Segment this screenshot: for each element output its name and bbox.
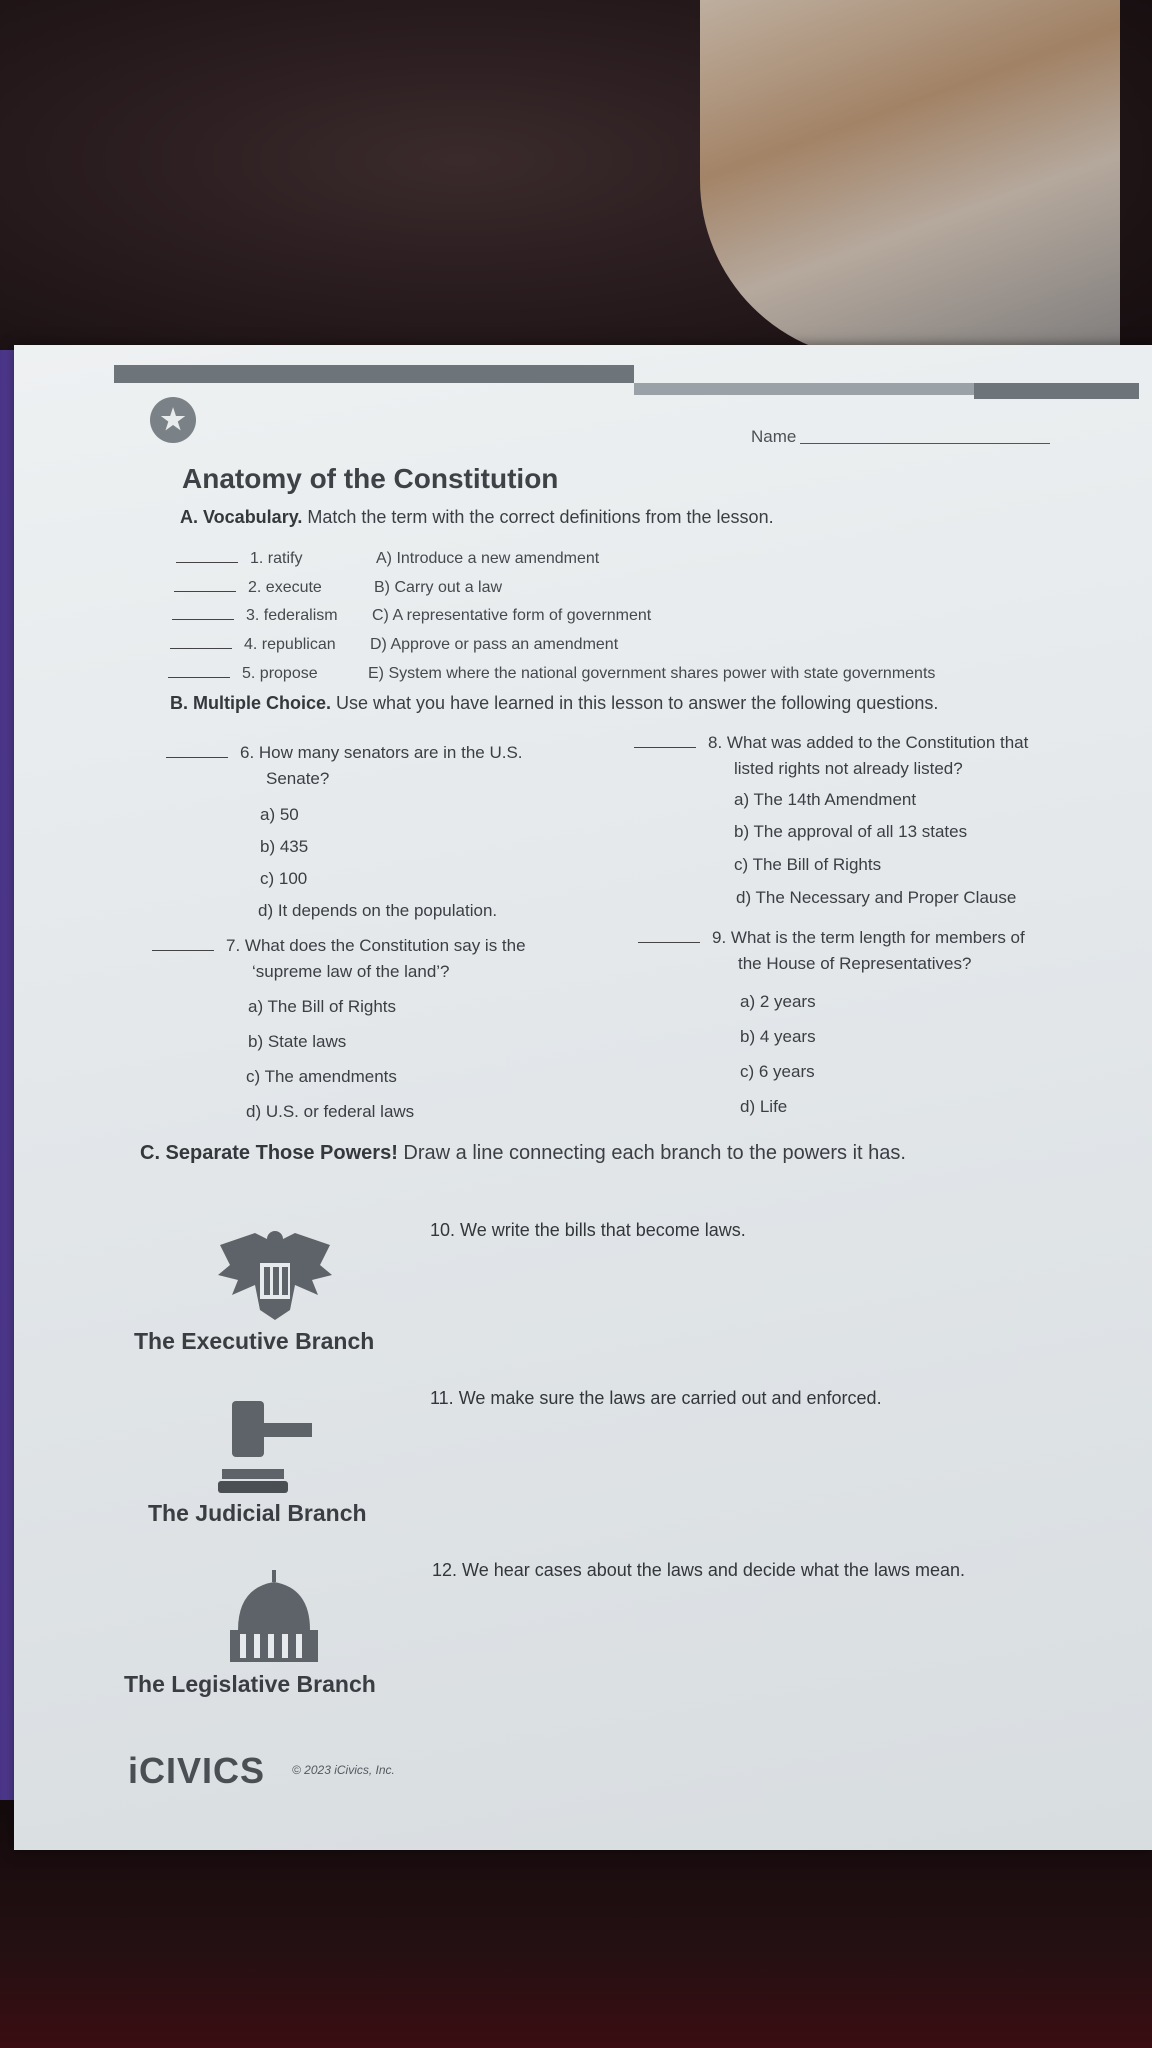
vocab-term: 5. propose: [242, 665, 318, 682]
question-text-cont: the House of Representatives?: [738, 954, 972, 973]
name-label: Name: [751, 427, 797, 446]
answer-blank[interactable]: [176, 562, 238, 563]
answer-option: c) The Bill of Rights: [734, 855, 882, 874]
question-text: 7. What does the Constitution say is the: [226, 936, 526, 955]
vocab-term: 2. execute: [248, 579, 322, 596]
answer-blank[interactable]: [174, 591, 236, 592]
answer-option: c) 100: [260, 869, 308, 888]
section-a-heading: [180, 507, 774, 528]
gavel-icon: [218, 1395, 318, 1495]
power-statement[interactable]: 11. We make sure the laws are carried out and enforced.: [430, 1388, 882, 1408]
vocab-definition: D) Approve or pass an amendment: [370, 636, 619, 653]
vocab-term: 4. republican: [244, 636, 336, 653]
answer-option: a) The 14th Amendment: [734, 790, 917, 809]
vocab-row: [170, 636, 618, 654]
answer-option: c) 6 years: [740, 1062, 815, 1081]
power-statement[interactable]: 10. We write the bills that become laws.: [430, 1220, 746, 1240]
question-text-cont: listed rights not already listed?: [734, 759, 963, 778]
answer-option: d) It depends on the population.: [258, 901, 498, 920]
answer-blank[interactable]: [172, 619, 234, 620]
answer-blank[interactable]: [170, 648, 232, 649]
section-b-heading: [170, 693, 938, 714]
eagle-seal-icon: [210, 1225, 340, 1335]
answer-blank[interactable]: [168, 677, 230, 678]
question-text: 6. How many senators are in the U.S.: [240, 743, 523, 762]
worksheet-page: [14, 345, 1152, 1850]
section-b-instructions: Use what you have learned in this lesson to answer the following questions.: [331, 693, 939, 713]
answer-option: b) 4 years: [740, 1027, 816, 1046]
section-c-label: C. Separate Those Powers!: [140, 1142, 398, 1164]
background-blanket: [700, 0, 1120, 360]
vocab-row: [174, 579, 502, 597]
question-text-cont: ‘supreme law of the land’?: [252, 962, 450, 981]
copyright-text: © 2023 iCivics, Inc.: [292, 1763, 395, 1777]
vocab-row: [176, 550, 599, 568]
section-a-label: A. Vocabulary.: [180, 507, 303, 527]
vocab-row: [168, 665, 935, 683]
answer-blank[interactable]: [638, 942, 700, 943]
question-7: [152, 933, 526, 985]
answer-blank[interactable]: [634, 747, 696, 748]
vocab-definition: E) System where the national government shares power with state governments: [368, 665, 936, 682]
question-text-cont: Senate?: [266, 769, 330, 788]
icivics-star-icon: ★: [150, 397, 196, 443]
branch-executive[interactable]: The Executive Branch: [134, 1328, 375, 1354]
answer-option: a) 2 years: [740, 992, 816, 1011]
vocab-term: 3. federalism: [246, 607, 338, 624]
vocab-term: 1. ratify: [250, 550, 303, 567]
power-statement[interactable]: 12. We hear cases about the laws and decide what the laws mean.: [432, 1560, 965, 1580]
answer-option: a) 50: [260, 805, 299, 824]
branch-legislative[interactable]: The Legislative Branch: [124, 1671, 376, 1697]
page-title: Anatomy of the Constitution: [182, 463, 559, 494]
vocab-row: [172, 607, 651, 625]
branch-judicial[interactable]: The Judicial Branch: [148, 1500, 367, 1526]
question-text: 9. What is the term length for members of: [712, 928, 1025, 947]
answer-option: d) U.S. or federal laws: [246, 1102, 415, 1121]
answer-option: c) The amendments: [246, 1067, 397, 1086]
question-8: [634, 730, 1028, 782]
header-bar: [974, 383, 1139, 399]
answer-blank[interactable]: [166, 757, 228, 758]
header-bar: [114, 365, 634, 383]
vocab-definition: A) Introduce a new amendment: [376, 550, 600, 567]
name-blank[interactable]: [800, 443, 1050, 444]
section-b-label: B. Multiple Choice.: [170, 693, 332, 713]
question-9: [638, 925, 1025, 977]
section-c-instructions: Draw a line connecting each branch to the powers it has.: [397, 1142, 906, 1164]
answer-blank[interactable]: [152, 950, 214, 951]
answer-option: b) State laws: [248, 1032, 347, 1051]
capitol-dome-icon: [224, 1570, 324, 1670]
question-text: 8. What was added to the Constitution that: [708, 733, 1029, 752]
question-6: [166, 740, 523, 792]
answer-option: d) Life: [740, 1097, 788, 1116]
icivics-logo: iCIVICS: [128, 1750, 266, 1791]
answer-option: b) 435: [260, 837, 309, 856]
answer-option: b) The approval of all 13 states: [734, 822, 968, 841]
answer-option: a) The Bill of Rights: [248, 997, 397, 1016]
vocab-definition: C) A representative form of government: [372, 607, 652, 624]
section-a-instructions: Match the term with the correct definitions from the lesson.: [302, 507, 774, 527]
section-c-heading: [140, 1142, 906, 1165]
answer-option: d) The Necessary and Proper Clause: [736, 888, 1017, 907]
name-field[interactable]: [751, 427, 1050, 447]
vocab-definition: B) Carry out a law: [374, 579, 503, 596]
